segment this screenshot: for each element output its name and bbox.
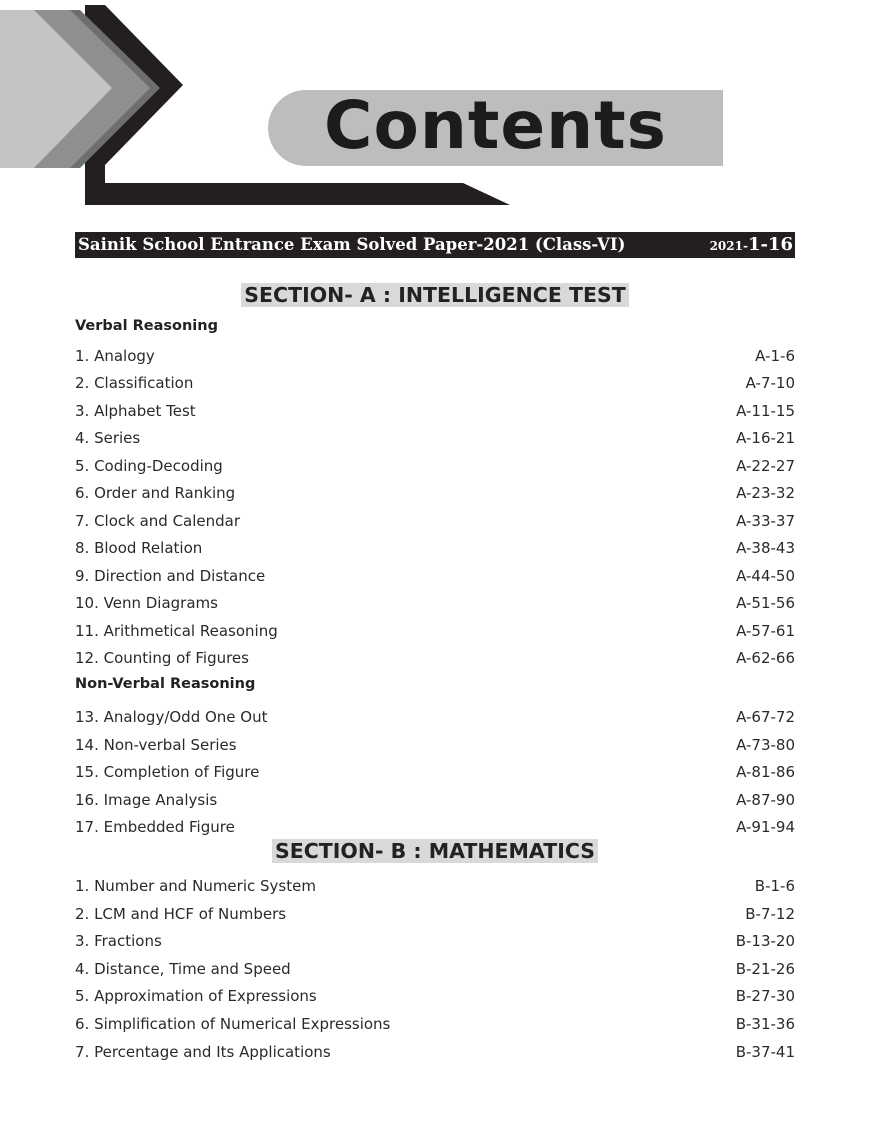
toc-page-range: B-37-41 [735,1042,795,1061]
toc-label: 5. Approximation of Expressions [75,987,317,1006]
toc-row [75,594,795,616]
toc-label: 7. Clock and Calendar [75,511,241,530]
toc-page-range: B-21-26 [735,959,795,978]
toc-label: 6. Simplification of Numerical Expressions [75,1015,391,1033]
toc-row [75,347,795,369]
toc-row [75,736,795,758]
toc-page-range: A-33-37 [736,511,795,530]
toc-label: 2. Classification [75,374,194,393]
toc-page-range: A-22-27 [736,456,795,475]
verbal-reasoning-heading: Verbal Reasoning [75,318,218,334]
toc-label: 2. LCM and HCF of Numbers [75,904,287,923]
section-b-heading [0,839,870,863]
toc-label: 6. Order and Ranking [75,484,236,503]
toc-row [75,987,795,1009]
toc-label: 3. Fractions [75,932,162,951]
nonverbal-reasoning-heading: Non-Verbal Reasoning [75,676,256,692]
toc-page-range: A-73-80 [736,735,795,754]
toc-row [75,429,795,451]
toc-row [75,512,795,534]
toc-row [75,1015,795,1037]
toc-row [75,402,795,424]
toc-page-range: A-38-43 [736,539,795,558]
banner-page-range [710,232,793,259]
toc-row [75,649,795,671]
toc-label: 3. Alphabet Test [75,401,196,420]
toc-row [75,708,795,730]
toc-row [75,818,795,840]
toc-label: 1. Number and Numeric System [75,877,316,895]
toc-page-range: A-16-21 [736,429,795,448]
toc-row [75,374,795,396]
toc-row [75,567,795,589]
toc-label: 8. Blood Relation [75,539,203,558]
toc-page-range: A-44-50 [736,566,795,585]
toc-label: 11. Arithmetical Reasoning [75,621,278,640]
toc-page-range: A-91-94 [736,818,795,836]
toc-page-range: A-23-32 [736,484,795,503]
toc-label: 13. Analogy/Odd One Out [75,708,268,726]
toc-label: 4. Distance, Time and Speed [75,959,291,978]
toc-page-range: A-11-15 [736,401,795,420]
toc-label: 17. Embedded Figure [75,818,235,836]
toc-label: 10. Venn Diagrams [75,594,218,613]
toc-label: 7. Percentage and Its Applications [75,1042,331,1061]
toc-page-range: A-1-6 [755,347,795,365]
page-title: Contents [324,87,667,164]
section-a-heading-text: SECTION- A : INTELLIGENCE TEST [241,283,628,307]
toc-row [75,877,795,899]
toc-row [75,763,795,785]
paper-banner [75,232,795,258]
toc-page-range: B-7-12 [745,904,795,923]
banner-year-prefix: 2021- [709,239,748,253]
toc-page-range: A-67-72 [736,708,795,726]
toc-page-range: B-1-6 [754,877,795,895]
toc-label: 15. Completion of Figure [75,763,260,781]
toc-page-range: A-7-10 [745,374,795,393]
toc-row [75,484,795,506]
toc-row [75,1043,795,1065]
banner-pages: 1-16 [747,234,793,255]
toc-row [75,539,795,561]
toc-label: 5. Coding-Decoding [75,456,223,475]
section-a-heading [0,283,870,307]
toc-label: 12. Counting of Figures [75,648,249,667]
toc-row [75,960,795,982]
toc-row [75,905,795,927]
toc-page-range: B-27-30 [735,987,795,1006]
toc-page-range: A-87-90 [736,790,795,809]
toc-row [75,622,795,644]
toc-page-range: A-57-61 [736,621,795,640]
toc-page-range: A-62-66 [736,648,795,667]
toc-page-range: A-51-56 [736,594,795,613]
toc-label: 14. Non-verbal Series [75,735,237,754]
toc-page-range: B-31-36 [735,1015,795,1033]
toc-row [75,791,795,813]
toc-row [75,932,795,954]
section-b-heading-text: SECTION- B : MATHEMATICS [272,839,598,863]
toc-label: 4. Series [75,429,141,448]
toc-page-range: A-81-86 [736,763,795,781]
toc-label: 9. Direction and Distance [75,566,266,585]
toc-label: 1. Analogy [75,347,155,365]
toc-row [75,457,795,479]
banner-title: Sainik School Entrance Exam Solved Paper-2021 (Class-VI) [78,235,626,254]
toc-page-range: B-13-20 [735,932,795,951]
toc-label: 16. Image Analysis [75,790,218,809]
